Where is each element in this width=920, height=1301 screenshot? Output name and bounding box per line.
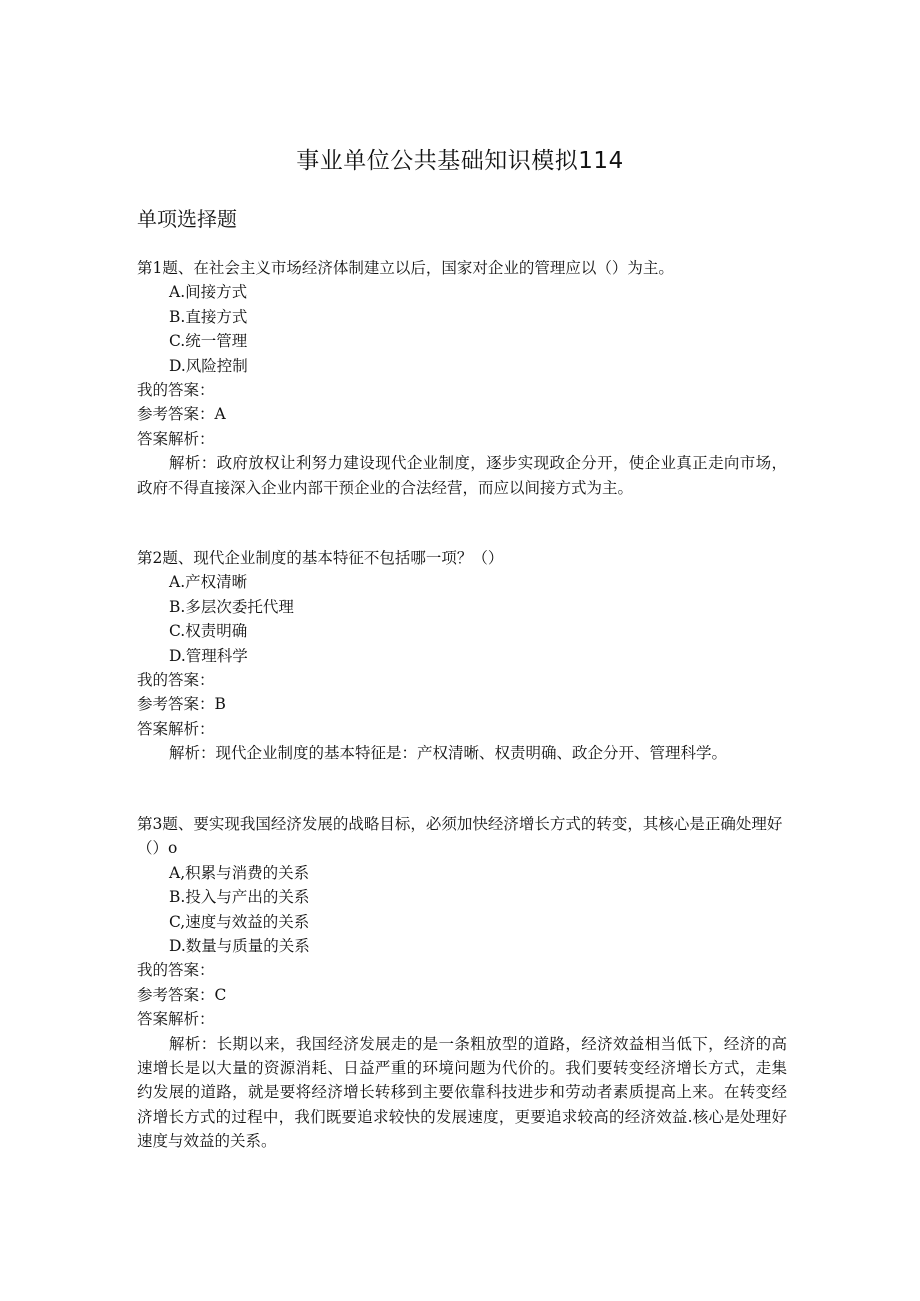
question-1 bbox=[137, 256, 787, 500]
my-answer-label: 我的答案： bbox=[137, 671, 215, 690]
analysis-text: 解析：政府放权让利努力建设现代企业制度，逐步实现政企分开，使企业真正走向市场，政府不得直接深入企业内部干预企业的合法经营，而应以间接方式为主。 bbox=[137, 454, 787, 497]
question-2 bbox=[137, 546, 787, 766]
option-a: A,积累与消费的关系 bbox=[169, 863, 310, 882]
option-a: A.间接方式 bbox=[169, 283, 248, 302]
analysis-label: 答案解析： bbox=[137, 429, 215, 448]
question-stem: 第3题、要实现我国经济发展的战略目标，必须加快经济增长方式的转变，其核心是正确处理好（）o bbox=[137, 815, 783, 858]
option-d: D.风险控制 bbox=[169, 356, 248, 375]
my-answer-label: 我的答案： bbox=[137, 961, 215, 980]
option-c: C,速度与效益的关系 bbox=[169, 912, 310, 931]
reference-answer: 参考答案：B bbox=[137, 695, 226, 714]
reference-answer: 参考答案：C bbox=[137, 985, 227, 1004]
analysis-text: 解析：长期以来，我国经济发展走的是一条粗放型的道路，经济效益相当低下，经济的高速增长是以大量的资源消耗、日益严重的环境问题为代价的。我们要转变经济增长方式，走集约发展的道路，就是要将经济增长转移到主要依靠科技进步和劳动者素质提高上来。在转变经济增长方式的过程中，我们既要追求较快的发展速度，更要追求较高的经济效益.核心是处理好速度与效益的关系。 bbox=[137, 1034, 787, 1151]
option-b: B.直接方式 bbox=[169, 307, 248, 326]
question-3 bbox=[137, 812, 787, 1154]
option-d: D.管理科学 bbox=[169, 646, 248, 665]
section-heading: 单项选择题 bbox=[137, 207, 237, 231]
analysis-label: 答案解析： bbox=[137, 719, 215, 738]
option-a: A.产权清晰 bbox=[169, 573, 248, 592]
option-b: B.多层次委托代理 bbox=[169, 597, 294, 616]
option-b: B.投入与产出的关系 bbox=[169, 888, 310, 907]
question-stem: 第2题、现代企业制度的基本特征不包括哪一项？（） bbox=[137, 549, 504, 567]
my-answer-label: 我的答案： bbox=[137, 381, 215, 400]
analysis-text: 解析：现代企业制度的基本特征是：产权清晰、权责明确、政企分开、管理科学。 bbox=[169, 744, 728, 763]
option-c: C.权责明确 bbox=[169, 622, 248, 641]
option-d: D.数量与质量的关系 bbox=[169, 937, 310, 956]
reference-answer: 参考答案：A bbox=[137, 405, 226, 424]
document-title: 事业单位公共基础知识模拟114 bbox=[296, 148, 624, 174]
analysis-label: 答案解析： bbox=[137, 1010, 215, 1029]
question-stem: 第1题、在社会主义市场经济体制建立以后，国家对企业的管理应以（）为主。 bbox=[137, 259, 674, 277]
option-c: C.统一管理 bbox=[169, 332, 248, 351]
